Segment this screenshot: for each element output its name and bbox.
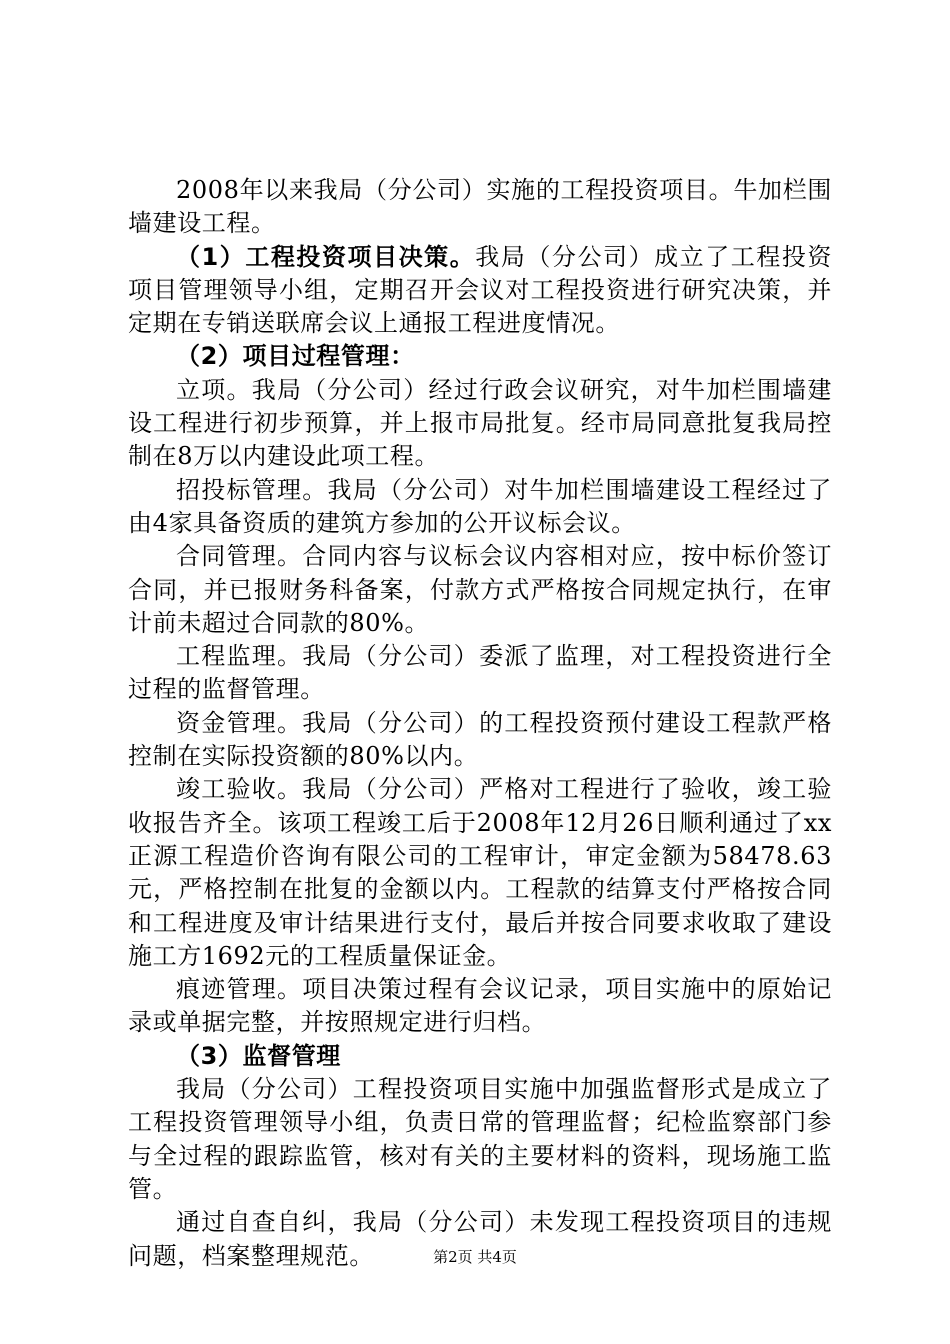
section-3-heading: （3）监督管理 [176,1041,341,1070]
paragraph-supervision: 工程监理。我局（分公司）委派了监理，对工程投资进行全过程的监督管理。 [128,642,832,704]
paragraph-acceptance: 竣工验收。我局（分公司）严格对工程进行了验收，竣工验收报告齐全。该项工程竣工后于2008年12月26日顺利通过了xx正源工程造价咨询有限公司的工程审计，审定金额为58478.63元，严格控制在批复的金额以内。工程款的结算支付严格按合同和工程进度及审计结果进行支付，最后并按合同要求收取了建设施工方1692元的工程质量保证金。 [128,775,832,970]
paragraph-decision [128,241,832,341]
section-1-heading: （1）工程投资项目决策。 [176,242,476,271]
paragraph-intro: 2008年以来我局（分公司）实施的工程投资项目。牛加栏围墙建设工程。 [128,176,832,238]
paragraph-oversight: 我局（分公司）工程投资项目实施中加强监督形式是成立了工程投资管理领导小组，负责日常的管理监督；纪检监察部门参与全过程的跟踪监管，核对有关的主要材料的资料，现场施工监管。 [128,1075,832,1203]
section-2-heading: （2）项目过程管理： [176,342,415,371]
paragraph-conclusion: 通过自查自纠，我局（分公司）未发现工程投资项目的违规问题，档案整理规范。 [128,1208,832,1270]
paragraph-records: 痕迹管理。项目决策过程有会议记录，项目实施中的原始记录或单据完整，并按照规定进行归档。 [128,975,832,1037]
paragraph-approval: 立项。我局（分公司）经过行政会议研究，对牛加栏围墙建设工程进行初步预算，并上报市局批复。经市局同意批复我局控制在8万以内建设此项工程。 [128,375,832,471]
paragraph-bidding: 招投标管理。我局（分公司）对牛加栏围墙建设工程经过了由4家具备资质的建筑方参加的公开议标会议。 [128,475,832,537]
section-1-body: 我局（分公司）成立了工程投资项目管理领导小组，定期召开会议对工程投资进行研究决策，并定期在专销送联席会议上通报工程进度情况。 [128,242,832,338]
document-body [128,174,832,1273]
paragraph-funds: 资金管理。我局（分公司）的工程投资预付建设工程款严格控制在实际投资额的80%以内。 [128,708,832,771]
page-number-footer: 第2页 共4页 [433,1248,517,1266]
paragraph-contract: 合同管理。合同内容与议标会议内容相对应，按中标价签订合同，并已报财务科备案，付款方式严格按合同规定执行，在审计前未超过合同款的80%。 [128,542,832,637]
